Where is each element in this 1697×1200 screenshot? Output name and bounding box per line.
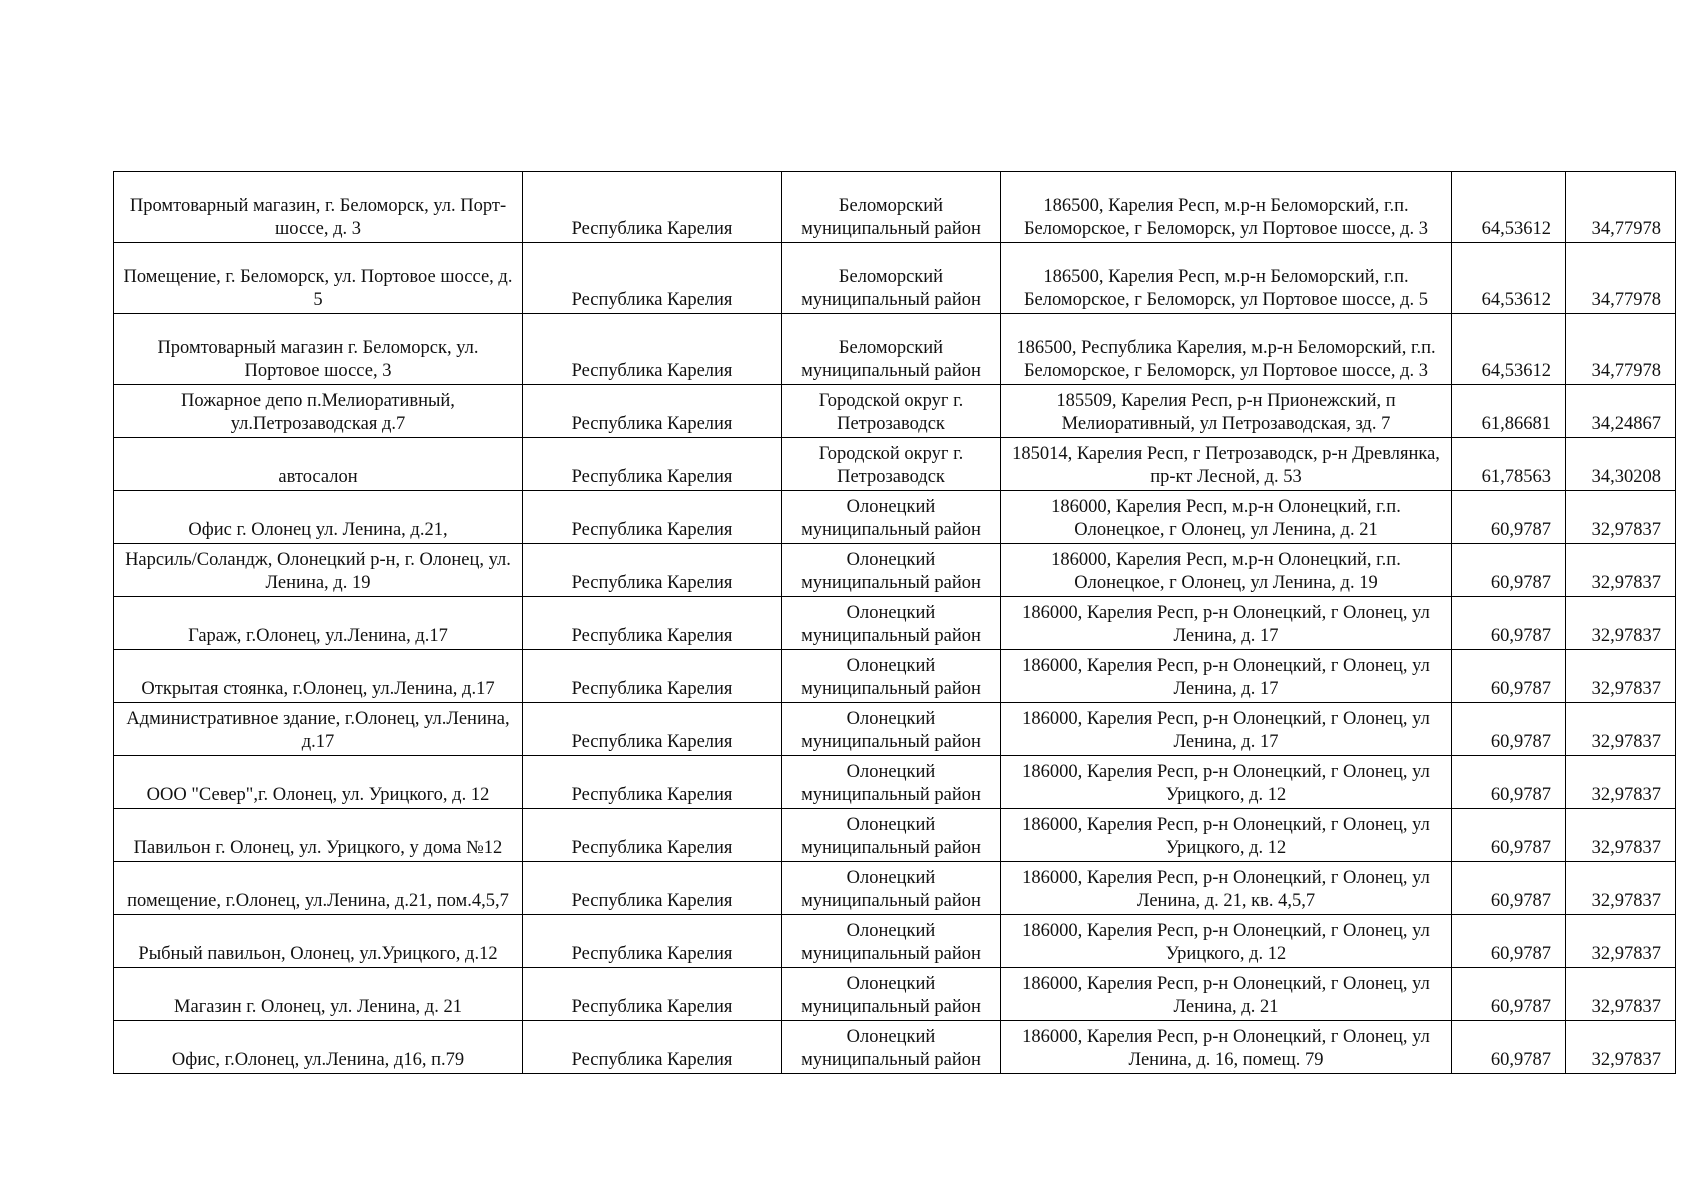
region-cell: Республика Карелия — [523, 491, 782, 544]
latitude-cell: 60,9787 — [1452, 1021, 1566, 1074]
region-cell: Республика Карелия — [523, 968, 782, 1021]
district-cell: Олонецкий муниципальный район — [782, 968, 1001, 1021]
region-cell: Республика Карелия — [523, 314, 782, 385]
district-cell: Олонецкий муниципальный район — [782, 650, 1001, 703]
object-name-cell: Помещение, г. Беломорск, ул. Портовое шоссе, д. 5 — [114, 243, 523, 314]
district-cell: Олонецкий муниципальный район — [782, 862, 1001, 915]
table-row — [114, 915, 1676, 968]
address-cell: 186000, Карелия Респ, м.р-н Олонецкий, г.п. Олонецкое, г Олонец, ул Ленина, д. 19 — [1001, 544, 1452, 597]
address-cell: 186000, Карелия Респ, р-н Олонецкий, г Олонец, ул Урицкого, д. 12 — [1001, 756, 1452, 809]
district-cell: Беломорский муниципальный район — [782, 314, 1001, 385]
region-cell: Республика Карелия — [523, 544, 782, 597]
table-row — [114, 1021, 1676, 1074]
latitude-cell: 60,9787 — [1452, 650, 1566, 703]
district-cell: Олонецкий муниципальный район — [782, 756, 1001, 809]
table-row — [114, 438, 1676, 491]
longitude-cell: 32,97837 — [1566, 915, 1676, 968]
latitude-cell: 60,9787 — [1452, 968, 1566, 1021]
latitude-cell: 60,9787 — [1452, 544, 1566, 597]
object-name-cell: помещение, г.Олонец, ул.Ленина, д.21, пом.4,5,7 — [114, 862, 523, 915]
address-cell: 186000, Карелия Респ, р-н Олонецкий, г Олонец, ул Ленина, д. 21 — [1001, 968, 1452, 1021]
table-row — [114, 385, 1676, 438]
region-cell: Республика Карелия — [523, 650, 782, 703]
address-cell: 186000, Карелия Респ, р-н Олонецкий, г Олонец, ул Ленина, д. 17 — [1001, 650, 1452, 703]
region-cell: Республика Карелия — [523, 915, 782, 968]
object-name-cell: Административное здание, г.Олонец, ул.Ленина, д.17 — [114, 703, 523, 756]
address-cell: 186500, Карелия Респ, м.р-н Беломорский, г.п. Беломорское, г Беломорск, ул Портовое шоссе, д. 3 — [1001, 172, 1452, 243]
object-name-cell: Промтоварный магазин, г. Беломорск, ул. Порт-шоссе, д. 3 — [114, 172, 523, 243]
latitude-cell: 61,86681 — [1452, 385, 1566, 438]
object-name-cell: Гараж, г.Олонец, ул.Ленина, д.17 — [114, 597, 523, 650]
table-row — [114, 172, 1676, 243]
address-cell: 185014, Карелия Респ, г Петрозаводск, р-н Древлянка, пр-кт Лесной, д. 53 — [1001, 438, 1452, 491]
district-cell: Беломорский муниципальный район — [782, 172, 1001, 243]
table-row — [114, 862, 1676, 915]
district-cell: Олонецкий муниципальный район — [782, 703, 1001, 756]
object-name-cell: Офис г. Олонец ул. Ленина, д.21, — [114, 491, 523, 544]
object-name-cell: Пожарное депо п.Мелиоративный, ул.Петрозаводская д.7 — [114, 385, 523, 438]
district-cell: Олонецкий муниципальный район — [782, 809, 1001, 862]
district-cell: Олонецкий муниципальный район — [782, 915, 1001, 968]
address-cell: 186500, Республика Карелия, м.р-н Беломорский, г.п. Беломорское, г Беломорск, ул Портовое шоссе, д. 3 — [1001, 314, 1452, 385]
longitude-cell: 32,97837 — [1566, 597, 1676, 650]
region-cell: Республика Карелия — [523, 597, 782, 650]
district-cell: Олонецкий муниципальный район — [782, 544, 1001, 597]
region-cell: Республика Карелия — [523, 438, 782, 491]
object-name-cell: автосалон — [114, 438, 523, 491]
district-cell: Беломорский муниципальный район — [782, 243, 1001, 314]
table-row — [114, 968, 1676, 1021]
latitude-cell: 60,9787 — [1452, 703, 1566, 756]
longitude-cell: 32,97837 — [1566, 968, 1676, 1021]
address-cell: 186000, Карелия Респ, р-н Олонецкий, г Олонец, ул Урицкого, д. 12 — [1001, 809, 1452, 862]
address-cell: 186500, Карелия Респ, м.р-н Беломорский, г.п. Беломорское, г Беломорск, ул Портовое шоссе, д. 5 — [1001, 243, 1452, 314]
region-cell: Республика Карелия — [523, 862, 782, 915]
region-cell: Республика Карелия — [523, 703, 782, 756]
table-row — [114, 491, 1676, 544]
object-name-cell: Промтоварный магазин г. Беломорск, ул. Портовое шоссе, 3 — [114, 314, 523, 385]
table-row — [114, 314, 1676, 385]
district-cell: Городской округ г. Петрозаводск — [782, 385, 1001, 438]
longitude-cell: 32,97837 — [1566, 1021, 1676, 1074]
district-cell: Олонецкий муниципальный район — [782, 597, 1001, 650]
address-cell: 186000, Карелия Респ, р-н Олонецкий, г Олонец, ул Ленина, д. 17 — [1001, 703, 1452, 756]
address-cell: 186000, Карелия Респ, р-н Олонецкий, г Олонец, ул Ленина, д. 17 — [1001, 597, 1452, 650]
longitude-cell: 32,97837 — [1566, 809, 1676, 862]
address-cell: 186000, Карелия Респ, р-н Олонецкий, г Олонец, ул Ленина, д. 21, кв. 4,5,7 — [1001, 862, 1452, 915]
latitude-cell: 64,53612 — [1452, 243, 1566, 314]
region-cell: Республика Карелия — [523, 1021, 782, 1074]
longitude-cell: 34,77978 — [1566, 243, 1676, 314]
address-cell: 186000, Карелия Респ, р-н Олонецкий, г Олонец, ул Урицкого, д. 12 — [1001, 915, 1452, 968]
table-row — [114, 809, 1676, 862]
table-row — [114, 703, 1676, 756]
latitude-cell: 60,9787 — [1452, 862, 1566, 915]
latitude-cell: 60,9787 — [1452, 597, 1566, 650]
object-name-cell: Открытая стоянка, г.Олонец, ул.Ленина, д.17 — [114, 650, 523, 703]
longitude-cell: 32,97837 — [1566, 756, 1676, 809]
longitude-cell: 32,97837 — [1566, 544, 1676, 597]
latitude-cell: 61,78563 — [1452, 438, 1566, 491]
object-name-cell: Рыбный павильон, Олонец, ул.Урицкого, д.12 — [114, 915, 523, 968]
table-row — [114, 650, 1676, 703]
latitude-cell: 60,9787 — [1452, 915, 1566, 968]
object-name-cell: Павильон г. Олонец, ул. Урицкого, у дома №12 — [114, 809, 523, 862]
address-cell: 185509, Карелия Респ, р-н Прионежский, п Мелиоративный, ул Петрозаводская, зд. 7 — [1001, 385, 1452, 438]
address-cell: 186000, Карелия Респ, р-н Олонецкий, г Олонец, ул Ленина, д. 16, помещ. 79 — [1001, 1021, 1452, 1074]
object-name-cell: Магазин г. Олонец, ул. Ленина, д. 21 — [114, 968, 523, 1021]
district-cell: Олонецкий муниципальный район — [782, 1021, 1001, 1074]
longitude-cell: 34,30208 — [1566, 438, 1676, 491]
objects-table-body — [114, 172, 1676, 1074]
longitude-cell: 32,97837 — [1566, 862, 1676, 915]
longitude-cell: 32,97837 — [1566, 703, 1676, 756]
table-row — [114, 597, 1676, 650]
latitude-cell: 64,53612 — [1452, 172, 1566, 243]
object-name-cell: Офис, г.Олонец, ул.Ленина, д16, п.79 — [114, 1021, 523, 1074]
object-name-cell: Нарсиль/Соландж, Олонецкий р-н, г. Олонец, ул. Ленина, д. 19 — [114, 544, 523, 597]
longitude-cell: 32,97837 — [1566, 491, 1676, 544]
longitude-cell: 32,97837 — [1566, 650, 1676, 703]
latitude-cell: 60,9787 — [1452, 809, 1566, 862]
table-row — [114, 756, 1676, 809]
address-cell: 186000, Карелия Респ, м.р-н Олонецкий, г.п. Олонецкое, г Олонец, ул Ленина, д. 21 — [1001, 491, 1452, 544]
longitude-cell: 34,24867 — [1566, 385, 1676, 438]
latitude-cell: 64,53612 — [1452, 314, 1566, 385]
object-name-cell: ООО "Север",г. Олонец, ул. Урицкого, д. 12 — [114, 756, 523, 809]
latitude-cell: 60,9787 — [1452, 491, 1566, 544]
region-cell: Республика Карелия — [523, 172, 782, 243]
region-cell: Республика Карелия — [523, 385, 782, 438]
table-row — [114, 544, 1676, 597]
objects-table — [113, 171, 1676, 1074]
district-cell: Олонецкий муниципальный район — [782, 491, 1001, 544]
latitude-cell: 60,9787 — [1452, 756, 1566, 809]
region-cell: Республика Карелия — [523, 809, 782, 862]
table-row — [114, 243, 1676, 314]
longitude-cell: 34,77978 — [1566, 172, 1676, 243]
region-cell: Республика Карелия — [523, 756, 782, 809]
district-cell: Городской округ г. Петрозаводск — [782, 438, 1001, 491]
longitude-cell: 34,77978 — [1566, 314, 1676, 385]
region-cell: Республика Карелия — [523, 243, 782, 314]
